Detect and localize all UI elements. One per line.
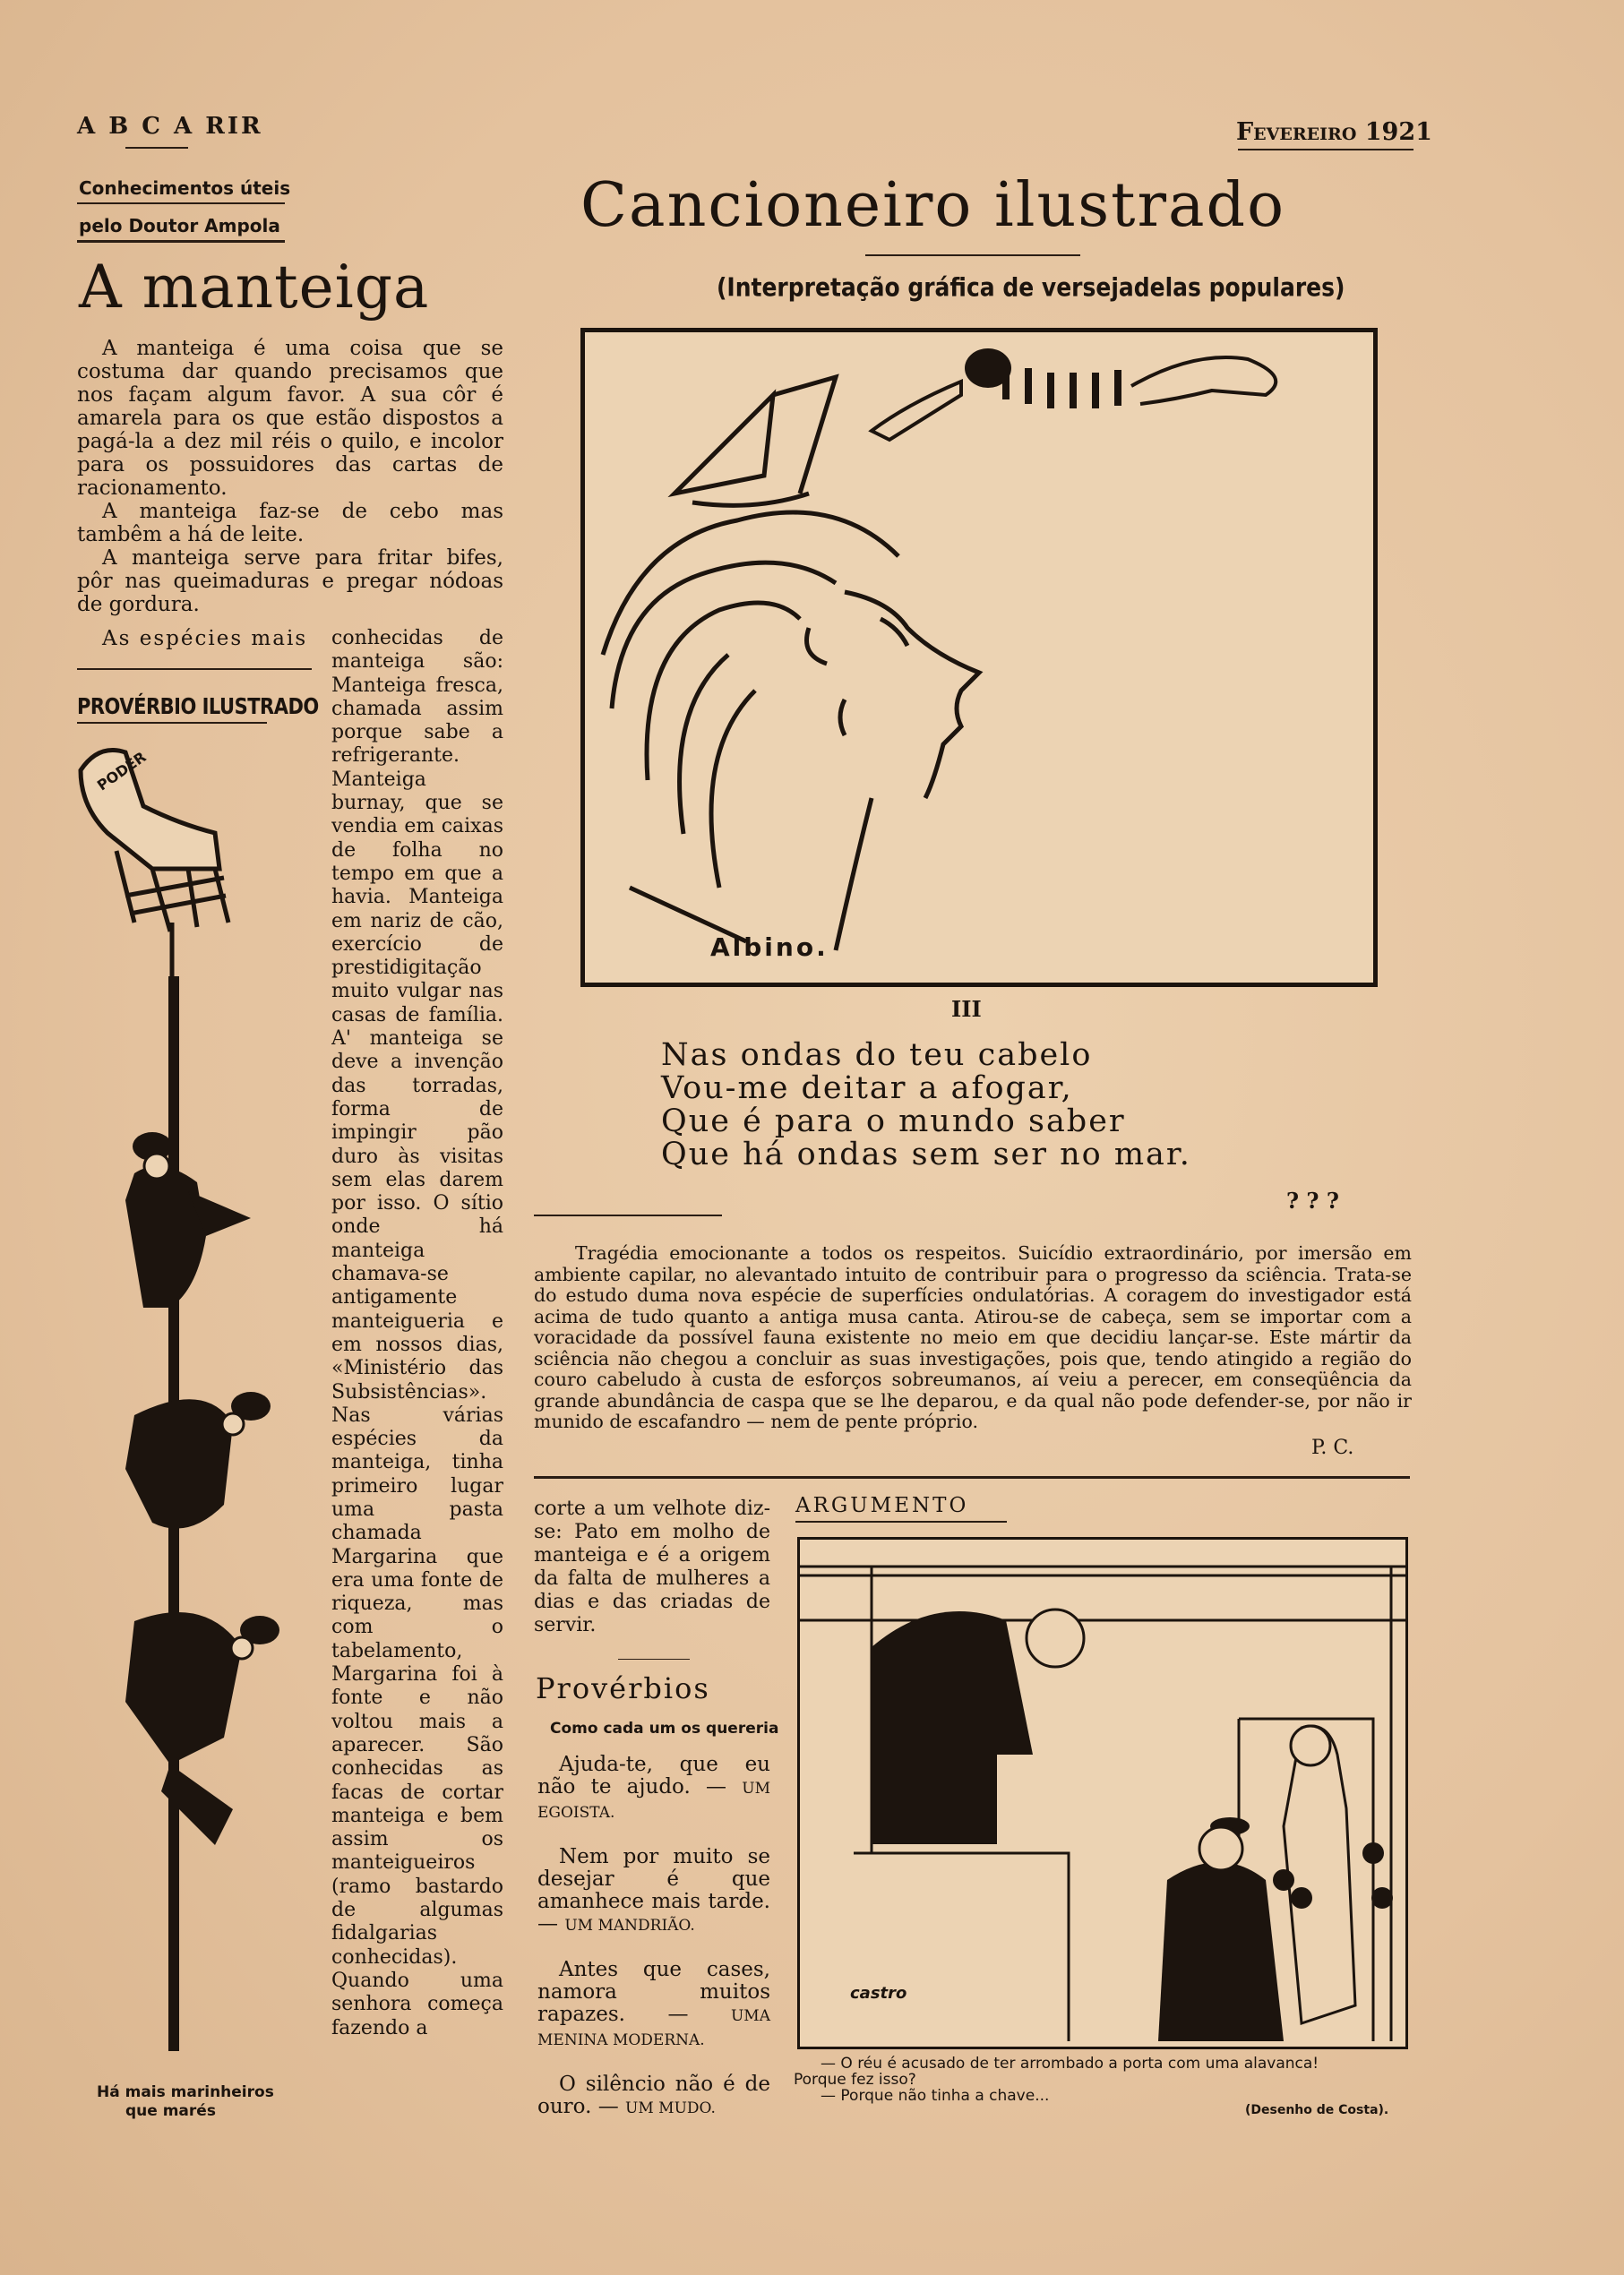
- proverb-top-rule: [77, 668, 312, 670]
- cancioneiro-illustration: [580, 328, 1378, 987]
- illustration-signature: Albino.: [710, 932, 829, 962]
- cancioneiro-title: Cancioneiro ilustrado: [580, 170, 1286, 241]
- verse-number: III: [951, 996, 982, 1022]
- article-title: A manteiga: [79, 253, 430, 322]
- commentary-author: P. C.: [1311, 1437, 1354, 1459]
- proverbios-list: [537, 1754, 770, 2120]
- article-intro: [77, 337, 503, 616]
- series-rule-2: [77, 240, 285, 243]
- proverb-title: PROVÉRBIO ILUSTRADO: [77, 693, 319, 719]
- proverb-text: O silêncio não é de ouro. —: [537, 2073, 770, 2118]
- diver-figure: [872, 348, 1276, 440]
- proverb-illustration: [72, 734, 305, 2078]
- proverb-caption-2: que marés: [125, 2102, 216, 2120]
- courtroom-drawing: [800, 1540, 1405, 2047]
- list-item: [537, 1754, 770, 1824]
- series-author: pelo Doutor Ampola: [79, 215, 280, 236]
- list-item: [537, 1846, 770, 1937]
- list-item: [537, 1959, 770, 2052]
- intro-paragraph-4: As espécies mais: [102, 627, 308, 650]
- proverbios-ornament: [618, 1659, 690, 1660]
- verse-line-3: Que é para o mundo saber: [661, 1103, 1126, 1139]
- woman-drawing: [585, 332, 1373, 983]
- argumento-title: ARGUMENTO: [795, 1494, 969, 1517]
- issue-date: Fevereiro 1921: [1236, 118, 1432, 146]
- proverb-attribution: UM EGOISTA.: [537, 1780, 771, 1822]
- article-continuation: corte a um velhote diz-se: Pato em molho de manteiga e é a origem da falta de mulheres a dias e das criadas de servir.: [534, 1498, 770, 1636]
- title-ornament: [865, 254, 1080, 256]
- header-underline: [125, 147, 188, 149]
- argumento-underline: [795, 1521, 1007, 1523]
- climber-figures: [125, 1132, 279, 1845]
- verse-rule: [534, 1215, 722, 1216]
- defendant-face: [1199, 1827, 1242, 1870]
- guard-figure: [1284, 1726, 1355, 2023]
- proverb-attribution: UM MUDO.: [625, 2099, 716, 2117]
- argumento-signature: castro: [850, 1984, 907, 2003]
- proverb-text: Antes que cases, namora muitos rapazes. —: [537, 1958, 770, 2026]
- proverb-underline: [77, 722, 267, 724]
- proverbios-subtitle: Como cada um os quereria: [550, 1720, 779, 1738]
- series-rule-1: [77, 202, 285, 204]
- argumento-credit: (Desenho de Costa).: [1245, 2103, 1389, 2117]
- judge-face: [1027, 1610, 1084, 1667]
- commentary: Tragédia emocionante a todos os respeitos. Suicídio extraordinário, por imersão em ambiente capilar, no alevantado intuito de contribuir para o progresso da sciência. Trata-se do estudo duma nova espécie de superfícies ondulatórias. A coragem do investigador está acima de tudo quanto a antiga musa canta. Atirou-se de cabeça, sem se importar com a voracidade da possível fauna existente no meio em que decidiu lançar-se. Este mártir da sciência não chegou a concluir as suas investigações, pois que, tendo atingido a região do couro cabeludo à custa de esforços sobreumanos, aí veiu a perecer, em conseqüência da grande abundância de caspa que se lhe deparou, e da qual não pode defender-se, por não ir munido de escafandro — nem de pente próprio.: [534, 1242, 1412, 1432]
- chair-word: PODER: [93, 748, 150, 794]
- series-title: Conhecimentos úteis: [79, 177, 291, 199]
- date-underline: [1238, 149, 1413, 150]
- proverb-attribution: UMA MENINA MODERNA.: [537, 2007, 770, 2049]
- proverb-text: Ajuda-te, que eu não te ajudo. —: [537, 1753, 770, 1799]
- cancioneiro-subtitle: (Interpretação gráfica de versejadelas populares): [717, 272, 1345, 303]
- section-divider: [534, 1476, 1410, 1479]
- argumento-illustration: [797, 1537, 1408, 2049]
- proverbios-title: Provérbios: [536, 1671, 710, 1705]
- article-column-2: conhecidas de manteiga são: Manteiga fresca, chamada assim porque sabe a refrigerante. Manteiga burnay, que se vendia em caixas de folha no tempo em que a havia. Manteiga em nariz de cão, exercício de prestidigitação muito vulgar nas casas de família. A' manteiga se deve a invenção das torradas, forma de impingir pão duro às visitas sem elas darem por isso. O sítio onde há manteiga chamava-se antigamente manteigueria e em nossos dias, «Ministério das Subsistências». Nas várias espécies da manteiga, tinha primeiro lugar uma pasta chamada Margarina que era uma fonte de riqueza, mas com o tabelamento, Margarina foi à fonte e não voltou mais a aparecer. São conhecidas as facas de cortar manteiga e bem assim os manteigueiros (ramo bastardo de algumas fidalgarias conhecidas). Quando uma senhora começa fazendo a: [331, 627, 503, 2039]
- judge-figure: [872, 1611, 1033, 1844]
- argumento-caption-2: Porque fez isso?: [794, 2071, 916, 2089]
- proverb-text: Nem por muito se desejar é que amanhece mais tarde. —: [537, 1845, 770, 1936]
- proverb-caption-1: Há mais marinheiros: [97, 2083, 274, 2101]
- argumento-caption-3: — Porque não tinha a chave...: [821, 2087, 1050, 2105]
- verse-line-4: Que há ondas sem ser no mar.: [661, 1137, 1191, 1172]
- verse: [661, 1039, 1191, 1172]
- verse-line-1: Nas ondas do teu cabelo: [661, 1037, 1093, 1073]
- intro-paragraph-1: A manteiga é uma coisa que se costuma dar quando precisamos que nos façam algum favor. A sua côr é amarela para os que estão dispostos a pagá-la a dez mil réis o quilo, e incolor para os possuidores das cartas de racionamento.: [77, 337, 503, 500]
- question-marks: ? ? ?: [1286, 1188, 1339, 1214]
- argumento-caption-1: — O réu é acusado de ter arrombado a porta com uma alavanca!: [821, 2055, 1319, 2073]
- sailboat-icon: [675, 395, 773, 494]
- verse-line-2: Vou-me deitar a afogar,: [661, 1070, 1073, 1106]
- intro-paragraph-2: A manteiga faz-se de cebo mas tambêm a há de leite.: [77, 500, 503, 546]
- intro-paragraph-3: A manteiga serve para fritar bifes, pôr nas queimaduras e pregar nódoas de gordura.: [77, 546, 503, 616]
- list-item: [537, 2073, 770, 2120]
- proverb-attribution: UM MANDRIÃO.: [564, 1917, 695, 1935]
- magazine-name: A B C A RIR: [77, 113, 263, 140]
